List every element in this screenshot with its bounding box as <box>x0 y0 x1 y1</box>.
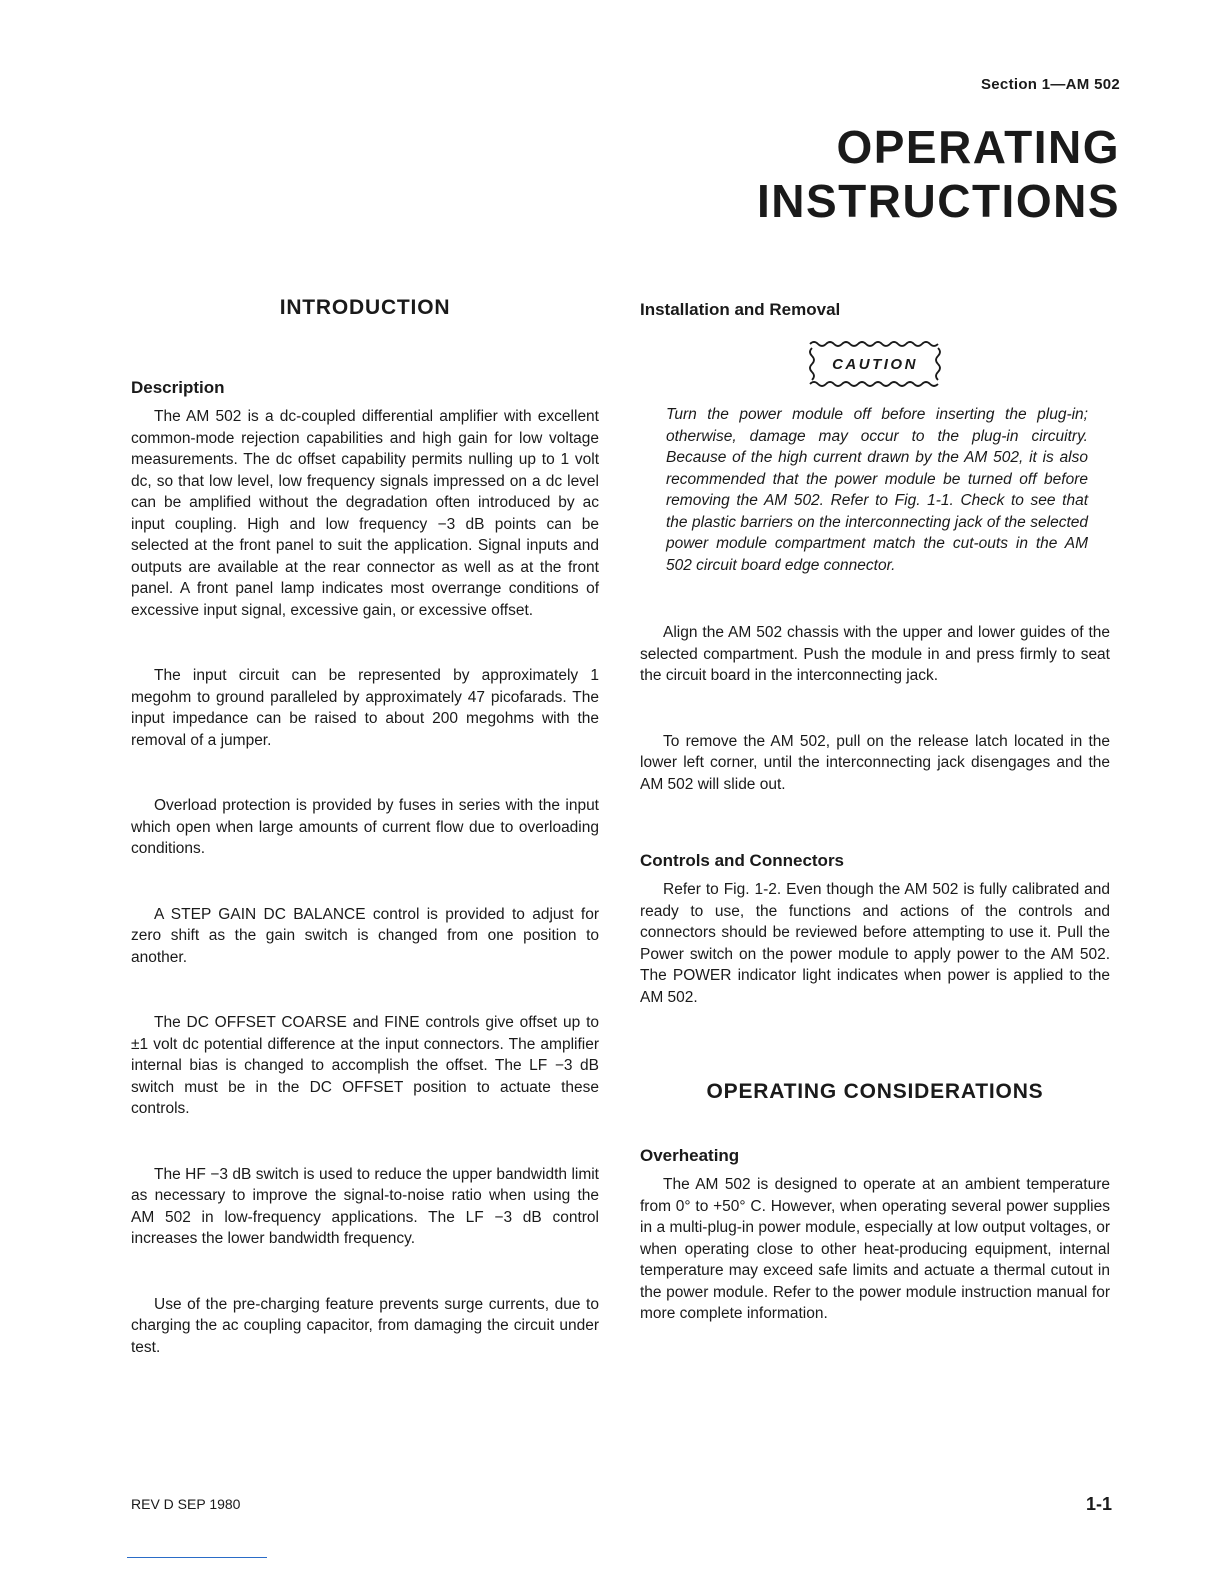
introduction-heading: INTRODUCTION <box>279 296 451 319</box>
hf-switch-paragraph: The HF −3 dB switch is used to reduce the upper bandwidth limit as necessary to improve the signal-to-noise ratio when using the AM 502 in low-frequency applications. The LF −3 dB control increases the lower bandwidth frequency. <box>131 1165 599 1247</box>
revision-label: REV D SEP 1980 <box>131 1496 241 1512</box>
align-chassis-paragraph: Align the AM 502 chassis with the upper and lower guides of the selected compartment. Push the module in and press firmly to seat the circuit board in the interconnecting jack. <box>640 624 1110 684</box>
page-title-line-2: INSTRUCTIONS <box>757 175 1120 227</box>
page-title <box>757 120 1120 228</box>
dc-offset-paragraph: The DC OFFSET COARSE and FINE controls give offset up to ±1 volt dc potential difference at the input connectors. The amplifier internal bias is changed to accomplish the offset. The LF −3 dB switch must be in the DC OFFSET position to actuate these controls. <box>131 1014 599 1117</box>
left-column <box>131 296 599 1358</box>
controls-paragraph: Refer to Fig. 1-2. Even though the AM 502 is fully calibrated and ready to use, the functions and actions of the controls and connectors should be reviewed before attempting to use it. Pull the Power switch on the power module to apply power to the AM 502. The POWER indicator light indicates when power is applied to the AM 502. <box>640 881 1110 1006</box>
description-heading: Description <box>131 378 225 397</box>
right-column <box>640 300 1110 1325</box>
controls-heading: Controls and Connectors <box>640 851 845 870</box>
page-number: 1-1 <box>1085 1494 1112 1514</box>
description-paragraph: The AM 502 is a dc-coupled differential amplifier with excellent common-mode rejection capabilities and high gain for low voltage measurements. The dc offset capability permits nulling up to 1 volt dc, so that low level, low frequency signals impressed on a dc level can be amplified without the degradation often introduced by ac input coupling. High and low frequency −3 dB points can be selected at the front panel to suit the application. Signal inputs and outputs are available at the rear connector as well as at the front panel. A front panel lamp indicates most overrange conditions of excessive input signal, excessive gain, or excessive offset. <box>131 408 599 619</box>
overheating-paragraph: The AM 502 is designed to operate at an ambient temperature from 0° to +50° C. However, when operating several power supplies in a multi-plug-in power module, especially at low output voltages, or when operating close to other heat-producing equipment, internal temperature may exceed safe limits and actuate a thermal cutout in the power module. Refer to the power module instruction manual for more complete information. <box>640 1176 1110 1322</box>
footer-rule <box>127 1557 267 1558</box>
pre-charging-paragraph: Use of the pre-charging feature prevents surge currents, due to charging the ac coupling capacitor, from damaging the circuit under test. <box>131 1295 599 1356</box>
operating-considerations-heading: OPERATING CONSIDERATIONS <box>706 1080 1044 1103</box>
caution-box <box>806 338 944 390</box>
remove-module-paragraph: To remove the AM 502, pull on the release latch located in the lower left corner, until the interconnecting jack disengages and the AM 502 will slide out. <box>640 732 1110 793</box>
caution-text: Turn the power module off before inserting the plug-in; otherwise, damage may occur to the plug-in circuitry. Because of the high current drawn by the AM 502, it is also recommended that the power module be turned off before removing the AM 502. Refer to Fig. 1-1. Check to see that the plastic barriers on the interconnecting jack of the selected power module compartment match the cut-outs in the AM 502 circuit board edge connector. <box>666 406 1088 574</box>
overload-paragraph: Overload protection is provided by fuses in series with the input which open when large amounts of current flow due to overloading conditions. <box>131 797 599 857</box>
step-gain-paragraph: A STEP GAIN DC BALANCE control is provided to adjust for zero shift as the gain switch is changed from one position to another. <box>131 905 599 966</box>
page-title-line-1: OPERATING <box>836 121 1120 173</box>
overheating-heading: Overheating <box>640 1146 740 1165</box>
section-label: Section 1—AM 502 <box>980 76 1120 93</box>
caution-label: CAUTION <box>832 355 918 373</box>
caution-block <box>640 338 1110 390</box>
installation-heading: Installation and Removal <box>640 300 841 319</box>
input-circuit-paragraph: The input circuit can be represented by approximately 1 megohm to ground paralleled by approximately 47 picofarads. The input impedance can be raised to about 200 megohms with the removal of a jumper. <box>131 667 599 749</box>
